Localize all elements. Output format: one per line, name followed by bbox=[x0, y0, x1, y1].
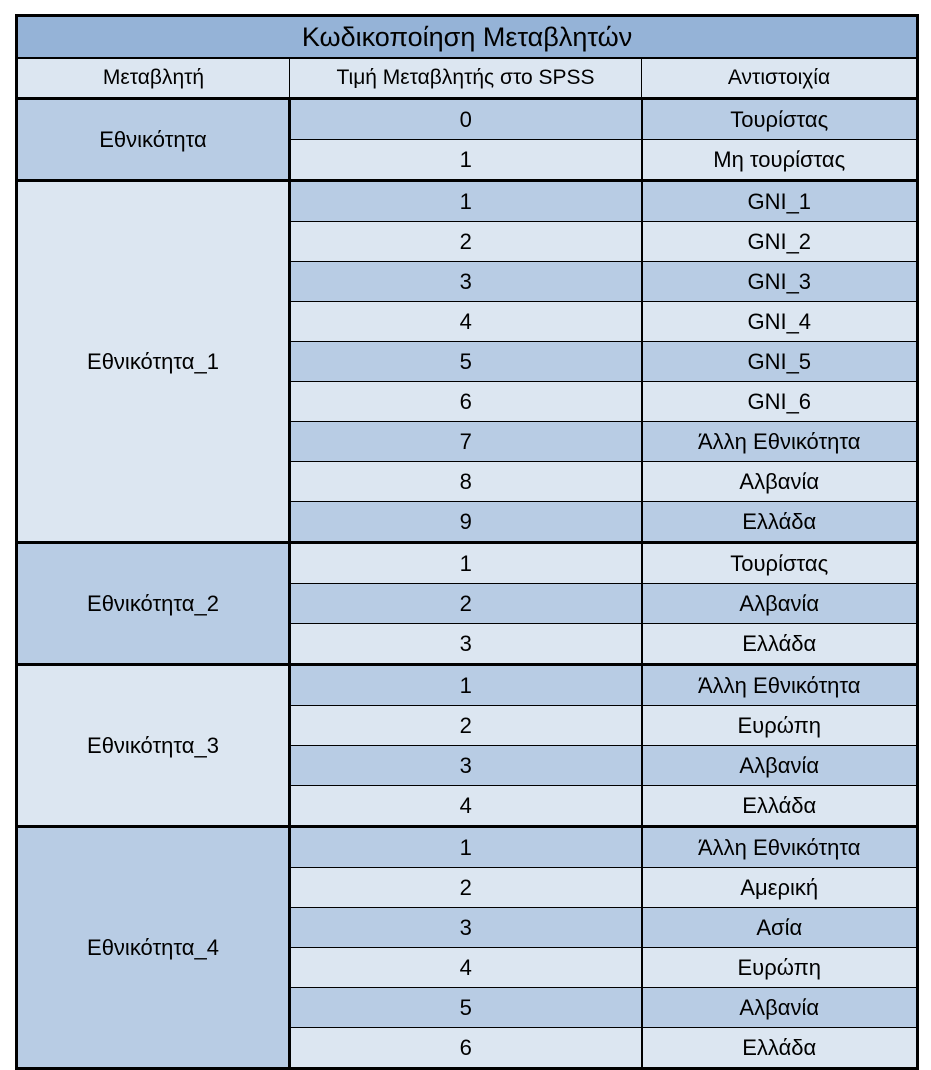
correspondence-cell: GNI_5 bbox=[642, 342, 918, 382]
correspondence-cell: GNI_1 bbox=[642, 181, 918, 222]
variable-name-cell: Εθνικότητα_3 bbox=[17, 665, 290, 827]
spss-value-cell: 5 bbox=[290, 988, 642, 1028]
spss-value-cell: 3 bbox=[290, 262, 642, 302]
spss-value-cell: 2 bbox=[290, 868, 642, 908]
table-title: Κωδικοποίηση Μεταβλητών bbox=[17, 16, 918, 59]
table-row bbox=[17, 665, 918, 706]
correspondence-cell: Ελλάδα bbox=[642, 786, 918, 827]
table-row bbox=[17, 827, 918, 868]
correspondence-cell: GNI_4 bbox=[642, 302, 918, 342]
table-row bbox=[17, 181, 918, 222]
spss-value-cell: 5 bbox=[290, 342, 642, 382]
correspondence-cell: Ελλάδα bbox=[642, 1028, 918, 1069]
correspondence-cell: Αλβανία bbox=[642, 988, 918, 1028]
variable-name-cell: Εθνικότητα_4 bbox=[17, 827, 290, 1069]
correspondence-cell: Τουρίστας bbox=[642, 543, 918, 584]
spss-value-cell: 0 bbox=[290, 99, 642, 140]
correspondence-cell: GNI_6 bbox=[642, 382, 918, 422]
table-body bbox=[17, 99, 918, 1069]
spss-value-cell: 4 bbox=[290, 786, 642, 827]
variable-name-cell: Εθνικότητα_1 bbox=[17, 181, 290, 543]
correspondence-cell: Ευρώπη bbox=[642, 948, 918, 988]
header-variable: Μεταβλητή bbox=[17, 58, 290, 99]
variable-name-cell: Εθνικότητα_2 bbox=[17, 543, 290, 665]
spss-value-cell: 2 bbox=[290, 706, 642, 746]
correspondence-cell: Αλβανία bbox=[642, 746, 918, 786]
correspondence-cell: Ευρώπη bbox=[642, 706, 918, 746]
correspondence-cell: GNI_2 bbox=[642, 222, 918, 262]
correspondence-cell: Άλλη Εθνικότητα bbox=[642, 827, 918, 868]
correspondence-cell: GNI_3 bbox=[642, 262, 918, 302]
correspondence-cell: Ασία bbox=[642, 908, 918, 948]
spss-value-cell: 1 bbox=[290, 665, 642, 706]
correspondence-cell: Τουρίστας bbox=[642, 99, 918, 140]
spss-value-cell: 3 bbox=[290, 746, 642, 786]
table-row bbox=[17, 543, 918, 584]
spss-value-cell: 1 bbox=[290, 181, 642, 222]
correspondence-cell: Αλβανία bbox=[642, 584, 918, 624]
spss-value-cell: 3 bbox=[290, 624, 642, 665]
correspondence-cell: Ελλάδα bbox=[642, 502, 918, 543]
spss-value-cell: 1 bbox=[290, 543, 642, 584]
spss-value-cell: 3 bbox=[290, 908, 642, 948]
spss-value-cell: 6 bbox=[290, 1028, 642, 1069]
correspondence-cell: Ελλάδα bbox=[642, 624, 918, 665]
spss-value-cell: 4 bbox=[290, 302, 642, 342]
spss-value-cell: 8 bbox=[290, 462, 642, 502]
correspondence-cell: Μη τουρίστας bbox=[642, 140, 918, 181]
variable-name-cell: Εθνικότητα bbox=[17, 99, 290, 181]
spss-value-cell: 7 bbox=[290, 422, 642, 462]
coding-table bbox=[15, 14, 919, 1070]
spss-value-cell: 6 bbox=[290, 382, 642, 422]
correspondence-cell: Άλλη Εθνικότητα bbox=[642, 665, 918, 706]
spss-value-cell: 2 bbox=[290, 222, 642, 262]
spss-value-cell: 1 bbox=[290, 827, 642, 868]
correspondence-cell: Αλβανία bbox=[642, 462, 918, 502]
spss-value-cell: 2 bbox=[290, 584, 642, 624]
correspondence-cell: Αμερική bbox=[642, 868, 918, 908]
header-row bbox=[17, 58, 918, 99]
header-correspondence: Αντιστοιχία bbox=[642, 58, 918, 99]
spss-value-cell: 4 bbox=[290, 948, 642, 988]
table-row bbox=[17, 99, 918, 140]
correspondence-cell: Άλλη Εθνικότητα bbox=[642, 422, 918, 462]
spss-value-cell: 1 bbox=[290, 140, 642, 181]
header-spss-value: Τιμή Μεταβλητής στο SPSS bbox=[290, 58, 642, 99]
title-row bbox=[17, 16, 918, 59]
spss-value-cell: 9 bbox=[290, 502, 642, 543]
